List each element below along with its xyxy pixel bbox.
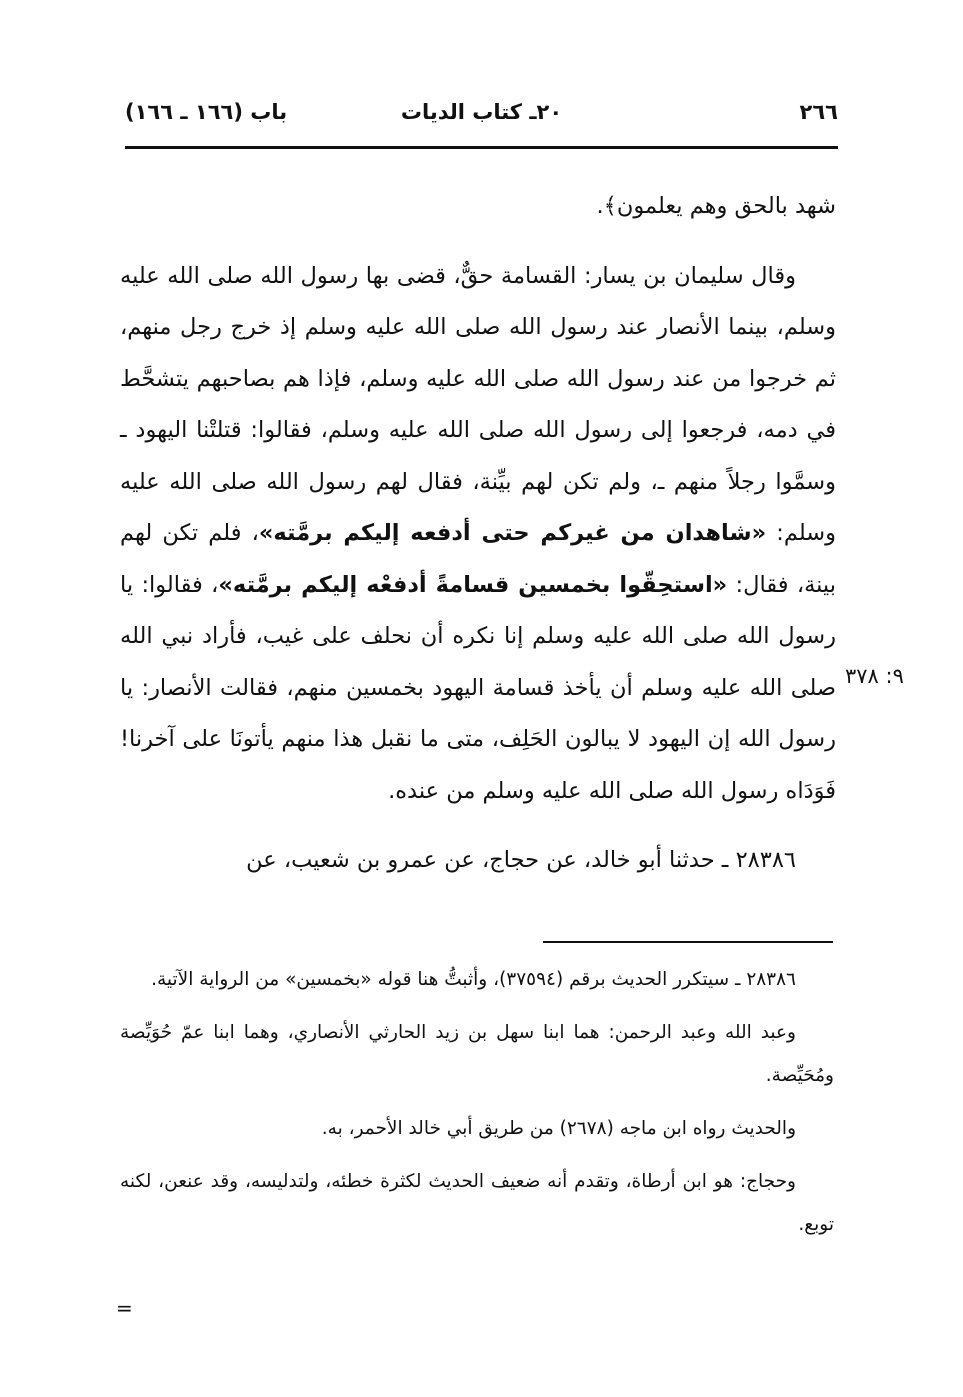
page-end-mark: = xyxy=(116,1296,133,1320)
narration-text: وقال سليمان بن يسار: القسامة حقٌّ، قضى بها رسول الله صلى الله عليه وسلم، بينما الأنصار عند رسول الله صلى الله عليه وسلم إذ خرج رجل منهم، ثم خرجوا من عند رسول الله صلى الله عليه وسلم، فإذا هم بصاحبهم يتشحَّط في دمه، فرجعوا إلى رسول الله صلى الله عليه وسلم، فقالوا: قتلتْنا اليهود ـ وسمَّوا رجلاً منهم ـ، ولم تكن لهم بيِّنة، فقال لهم رسول الله صلى الله عليه وسلم: xyxy=(120,262,836,546)
prophetic-saying-1: «شاهدان من غيركم حتى أدفعه إليكم برمَّته» xyxy=(258,520,767,546)
footnotes xyxy=(120,958,834,1256)
prophetic-saying-2: «استحِقّوا بخمسين قسامةً أدفعْه إليكم برمَّته» xyxy=(218,571,728,598)
book-title: ٢٠ـ كتاب الديات xyxy=(400,100,563,124)
footnote-grading: وحجاج: هو ابن أرطاة، وتقدم أنه ضعيف الحديث لكثرة خطئه، ولتدليسه، وقد عنعن، لكنه توبع. xyxy=(120,1171,834,1235)
header-rule xyxy=(125,146,838,149)
chapter-label: باب (١٦٦ ـ ١٦٦) xyxy=(125,100,288,124)
footnote-source: والحديث رواه ابن ماجه (٢٦٧٨) من طريق أبي خالد الأحمر، به. xyxy=(321,1118,796,1139)
margin-reference: ٩: ٣٧٨ xyxy=(845,664,904,688)
next-hadith-start: ٢٨٣٨٦ ـ حدثنا أبو خالد، عن حجاج، عن عمرو بن شعيب، عن xyxy=(246,847,796,873)
footnote-separator xyxy=(543,941,833,943)
main-text xyxy=(120,181,836,887)
footnote-narrators: وعبد الله وعبد الرحمن: هما ابنا سهل بن زيد الحارثي الأنصاري، وهما ابنا عمّ حُوَيِّصة ومُحَيِّصة. xyxy=(120,1022,834,1086)
running-header xyxy=(125,100,838,140)
hadith-paragraph xyxy=(120,251,836,818)
page-number: ٢٦٦ xyxy=(799,100,838,124)
narration-text: ، فقالوا: يا رسول الله صلى الله عليه وسلم إنا نكره أن نحلف على غيب، فأراد نبي الله صلى الله عليه وسلم أن يأخذ قسامة اليهود بخمسين منهم، فقالت الأنصار: يا رسول الله إن اليهود لا يبالون الحَلِف، متى ما نقبل هذا منهم يأتونَا على آخرنا! فَوَدَاه رسول الله صلى الله عليه وسلم من عنده. xyxy=(120,571,836,804)
footnote-hadith-ref: ٢٨٣٨٦ ـ سيتكرر الحديث برقم (٣٧٥٩٤)، وأثبتُّ هنا قوله «بخمسين» من الرواية الآتية. xyxy=(151,969,796,990)
verse-ending: شهد بالحق وهم يعلمون﴾. xyxy=(596,193,836,219)
narration-text: ، فلم تكن لهم بينة، فقال: xyxy=(120,520,836,598)
